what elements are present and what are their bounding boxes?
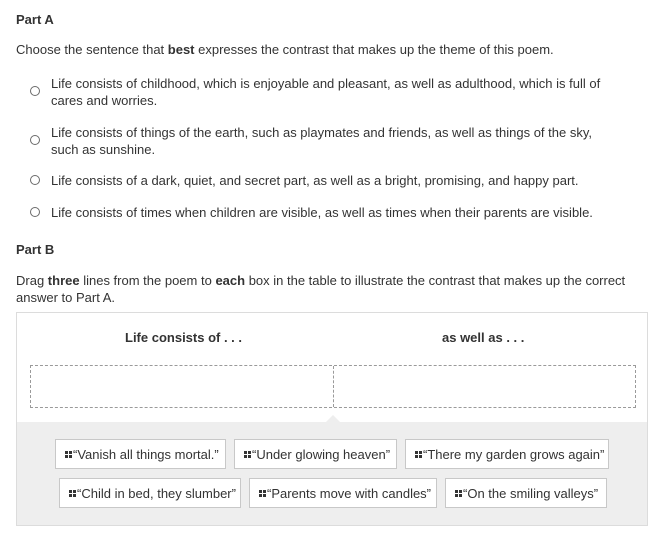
chip-label: “On the smiling valleys”: [463, 485, 599, 501]
drop-zone-left[interactable]: [31, 366, 333, 407]
draggable-chip[interactable]: [405, 439, 609, 469]
answer-option-3[interactable]: [30, 172, 620, 189]
chip-label: “Child in bed, they slumber”: [77, 485, 236, 501]
draggable-chip[interactable]: [445, 478, 607, 508]
option-label: Life consists of times when children are visible, as well as times when their parents are visible.: [51, 205, 593, 220]
prompt-emphasis: three: [47, 273, 80, 288]
prompt-text: Drag: [16, 273, 48, 288]
bank-pointer: [326, 415, 340, 422]
prompt-text: Choose the sentence that: [16, 42, 168, 57]
part-a-title: Part A: [16, 12, 54, 27]
part-a-prompt: [16, 41, 645, 58]
chip-label: “Under glowing heaven”: [252, 446, 391, 462]
radio-button[interactable]: [30, 207, 40, 217]
prompt-text: box in the table to illustrate the contrast that makes up the correct answer to Part A.: [16, 273, 626, 305]
prompt-emphasis: best: [167, 42, 195, 57]
draggable-chip[interactable]: [234, 439, 397, 469]
radio-button[interactable]: [30, 175, 40, 185]
answer-option-4[interactable]: [30, 204, 620, 221]
answer-option-1[interactable]: [30, 75, 620, 109]
column-header-as-well-as: as well as . . .: [442, 330, 525, 345]
draggable-chip[interactable]: [59, 478, 241, 508]
draggable-chip[interactable]: [55, 439, 226, 469]
radio-button[interactable]: [30, 135, 40, 145]
part-b-title: Part B: [16, 242, 55, 257]
prompt-emphasis: each: [215, 273, 246, 288]
drop-zone-row: [30, 365, 636, 408]
draggable-chip[interactable]: [249, 478, 437, 508]
prompt-text: lines from the poem to: [79, 273, 216, 288]
prompt-text: expresses the contrast that makes up the theme of this poem.: [194, 42, 554, 57]
drag-drop-table: [16, 312, 648, 526]
option-label: Life consists of a dark, quiet, and secret part, as well as a bright, promising, and happy part.: [51, 173, 579, 188]
answer-option-2[interactable]: [30, 124, 620, 158]
drop-zone-right[interactable]: [333, 366, 636, 407]
chip-label: “Vanish all things mortal.”: [73, 446, 219, 462]
answer-bank: [17, 422, 647, 525]
column-header-life-consists: Life consists of . . .: [125, 330, 243, 345]
option-label: Life consists of childhood, which is enjoyable and pleasant, as well as adulthood, which is full of cares and worries.: [51, 76, 601, 108]
option-label: Life consists of things of the earth, such as playmates and friends, as well as things of the sky, such as sunshine.: [51, 125, 592, 157]
radio-button[interactable]: [30, 86, 40, 96]
chip-label: “Parents move with candles”: [267, 485, 432, 501]
chip-label: “There my garden grows again”: [423, 446, 605, 462]
part-b-prompt: [16, 272, 645, 306]
